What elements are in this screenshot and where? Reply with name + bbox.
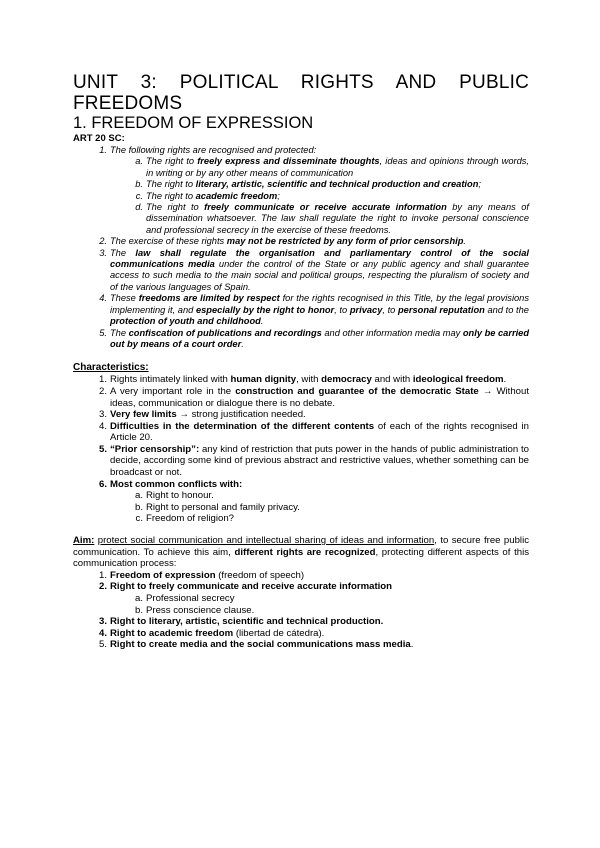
- article-item: 1. The following rights are recognised and protected:: [99, 145, 317, 155]
- aim-subitem: a. Professional secrecy: [134, 593, 235, 604]
- article-item: 5. The confiscation of publications and recordings and other information media may only be carried out by means of a court order.: [99, 327, 530, 349]
- document-page: [73, 72, 529, 651]
- conflict-item: c. Freedom of religion?: [135, 513, 234, 525]
- aim-item: 2. Right to freely communicate and receive accurate information: [98, 581, 393, 593]
- aim-paragraph: Aim: protect social communication and intellectual sharing of ideas and information, to secure free public communication. To achieve this aim, different rights are recognized, protecting different aspects of this communication process:: [73, 535, 530, 570]
- characteristic-item: 3. Very few limits → strong justification needed.: [98, 409, 306, 421]
- aim-item: 3. Right to literary, artistic, scientific and technical production.: [98, 616, 384, 628]
- characteristic-item: 1. Rights intimately linked with human dignity, with democracy and with ideological freedom.: [98, 374, 507, 386]
- aim-item: 4. Right to academic freedom (libertad de cátedra).: [98, 627, 325, 639]
- conflict-item: a. Right to honour.: [134, 490, 214, 502]
- article-item: 2. The exercise of these rights may not be restricted by any form of prior censorship.: [99, 236, 466, 247]
- article-list: [73, 145, 529, 350]
- article-item: 3. The law shall regulate the organisation and parliamentary control of the social communications media under the control of the State or any public agency and shall guarantee access to such media to the main social and political groups, respecting the pluralism of society and of the various languages of Spain.: [99, 247, 529, 292]
- characteristic-item: 6. Most common conflicts with:: [98, 478, 243, 490]
- article-label: ART 20 SC:: [73, 133, 125, 144]
- article-subitem: d. The right to freely communicate or receive accurate information by any means of dissemination whatsoever. The law shall regulate the right to invoke personal conscience and professional secrecy in the exercise of these freedoms.: [135, 202, 529, 235]
- section-title: 1. FREEDOM OF EXPRESSION: [73, 114, 314, 132]
- characteristics-list: [73, 374, 529, 525]
- article-item: 4. These freedoms are limited by respect for the rights recognised in this Title, by the legal provisions implementing it, and especially by the right to honor, to privacy, to personal reputation and to the protection of youth and childhood.: [99, 293, 529, 327]
- conflict-item: b. Right to personal and family privacy.: [134, 501, 300, 513]
- aim-subitem: b. Press conscience clause.: [134, 604, 255, 616]
- characteristic-item: 2. A very important role in the construction and guarantee of the democratic State → Without ideas, communication or dialogue there is no debate.: [98, 385, 530, 409]
- aim-list: [73, 570, 529, 651]
- article-subitem: a. The right to freely express and disseminate thoughts, ideas and opinions through words, in writing or by any other means of communication: [135, 156, 530, 178]
- characteristics-heading: Characteristics:: [73, 362, 149, 374]
- article-subitem: b. The right to literary, artistic, scientific and technical production and creation;: [135, 179, 481, 190]
- article-subitem: c. The right to academic freedom;: [135, 190, 280, 201]
- characteristic-item: 4. Difficulties in the determination of the different contents of each of the rights recognised in Article 20.: [98, 420, 529, 444]
- page-title: UNIT 3: POLITICAL RIGHTS AND PUBLIC FREEDOMS: [73, 72, 529, 114]
- characteristic-item: 5. “Prior censorship”: any kind of restriction that puts power in the hands of public administration to decide, according some kind of previous abstract and restrictive values, whether something can be broadcast or not.: [98, 443, 530, 479]
- aim-item: 1. Freedom of expression (freedom of speech): [98, 569, 305, 581]
- aim-label: Aim:: [73, 535, 95, 547]
- aim-item: 5. Right to create media and the social communications mass media.: [98, 639, 414, 651]
